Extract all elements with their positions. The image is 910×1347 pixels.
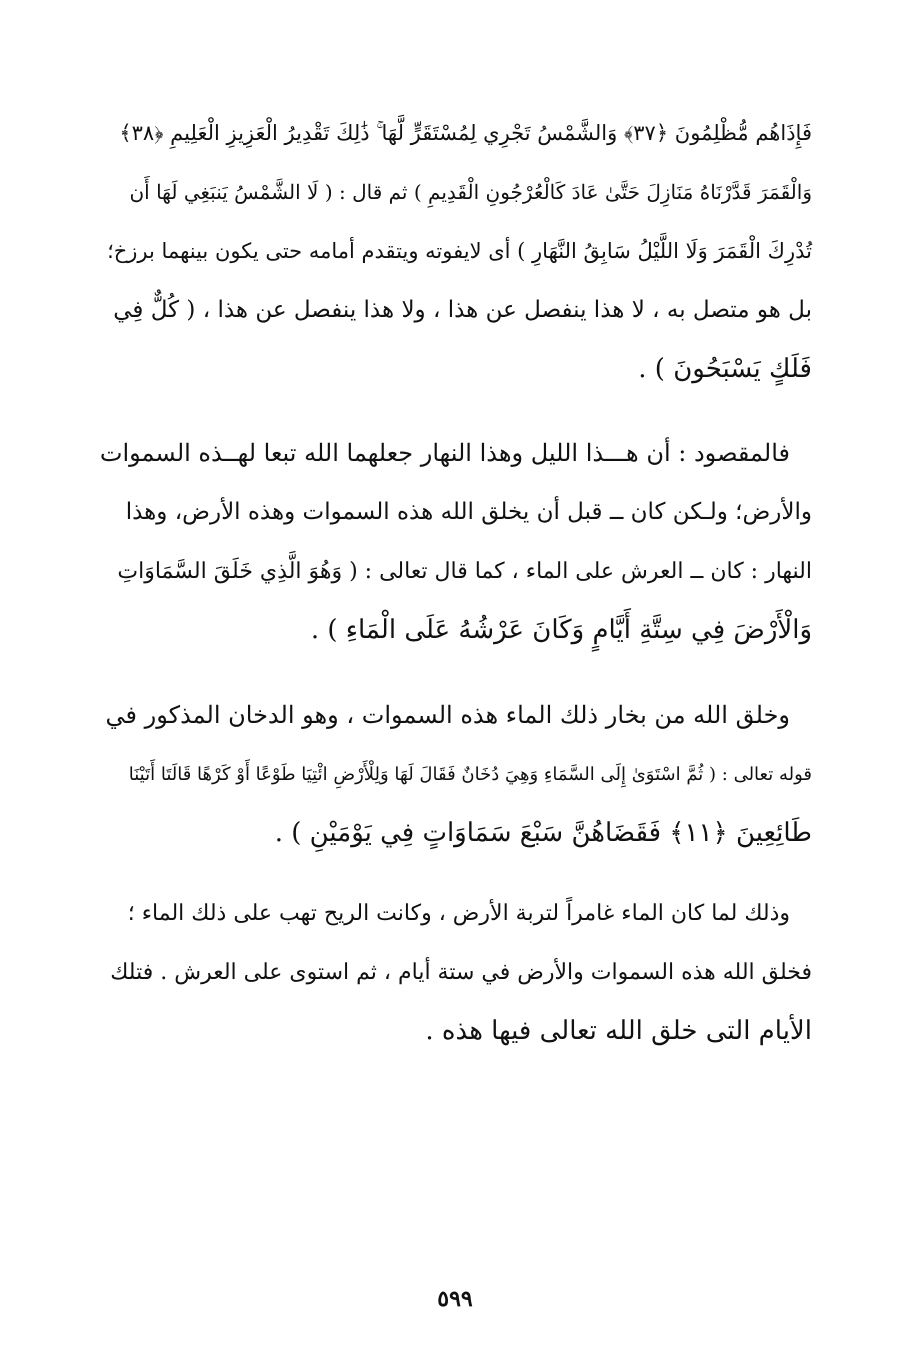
- text-line: وخلق الله من بخار ذلك الماء هذه السموات ، وهو الدخان المذكور في: [105, 701, 790, 729]
- text-line: وَالْقَمَرَ قَدَّرْنَاهُ مَنَازِلَ حَتَّىٰ عَادَ كَالْعُرْجُونِ الْقَدِيمِ ) ثم قال : ( لَا الشَّمْسُ يَنبَغِي لَهَا أَن: [129, 180, 812, 204]
- text-line: النهار : كان ــ العرش على الماء ، كما قال تعالى : ( وَهُوَ الَّذِي خَلَقَ السَّمَاوَاتِ: [117, 559, 812, 584]
- paragraph-3: [100, 686, 812, 863]
- text-line: الأيام التى خلق الله تعالى فيها هذه .: [425, 1016, 812, 1046]
- text-line: قوله تعالى : ( ثُمَّ اسْتَوَىٰ إِلَى السَّمَاءِ وَهِيَ دُخَانٌ فَقَالَ لَهَا وَلِلْأَرْضِ ائْتِيَا طَوْعًا أَوْ كَرْهًا قَالَتَا أَتَيْنَا: [128, 764, 812, 785]
- text-line: بل هو متصل به ، لا هذا ينفصل عن هذا ، ولا هذا ينفصل عن هذا ، ( كُلٌّ فِي: [113, 297, 812, 323]
- text-line: فالمقصود : أن هـــذا الليل وهذا النهار جعلهما الله تبعا لهــذه السموات: [99, 439, 790, 467]
- text-line: فَإِذَاهُم مُّظْلِمُونَ ﴿٣٧﴾ وَالشَّمْسُ تَجْرِي لِمُسْتَقَرٍّ لَّهَا ۚ ذَٰلِكَ تَقْدِيرُ الْعَزِيزِ الْعَلِيمِ ﴿٣٨﴾: [119, 121, 812, 145]
- page-number: ٥٩٩: [437, 1286, 473, 1312]
- paragraph-1: [100, 104, 812, 399]
- text-line: فَلَكٍ يَسْبَحُونَ ) .: [638, 354, 812, 384]
- text-line: تُدْرِكَ الْقَمَرَ وَلَا اللَّيْلُ سَابِقُ النَّهَارِ ) أى لايفوته ويتقدم أمامه حتى يكون بينهما برزخ؛: [107, 239, 812, 263]
- text-line: وَالْأَرْضَ فِي سِتَّةِ أَيَّامٍ وَكَانَ عَرْشُهُ عَلَى الْمَاءِ ) .: [310, 615, 812, 645]
- paragraph-2: [100, 424, 812, 660]
- text-line: والأرض؛ ولـكن كان ــ قبل أن يخلق الله هذه السموات وهذه الأرض، وهذا: [125, 499, 812, 525]
- text-line: طَائِعِينَ ﴿١١﴾ فَقَضَاهُنَّ سَبْعَ سَمَاوَاتٍ فِي يَوْمَيْنِ ) .: [274, 818, 812, 848]
- text-line: وذلك لما كان الماء غامراً لتربة الأرض ، وكانت الريح تهب على ذلك الماء ؛: [127, 901, 790, 926]
- paragraph-4: [100, 884, 812, 1061]
- text-line: فخلق الله هذه السموات والأرض في ستة أيام ، ثم استوى على العرش . فتلك: [110, 960, 812, 985]
